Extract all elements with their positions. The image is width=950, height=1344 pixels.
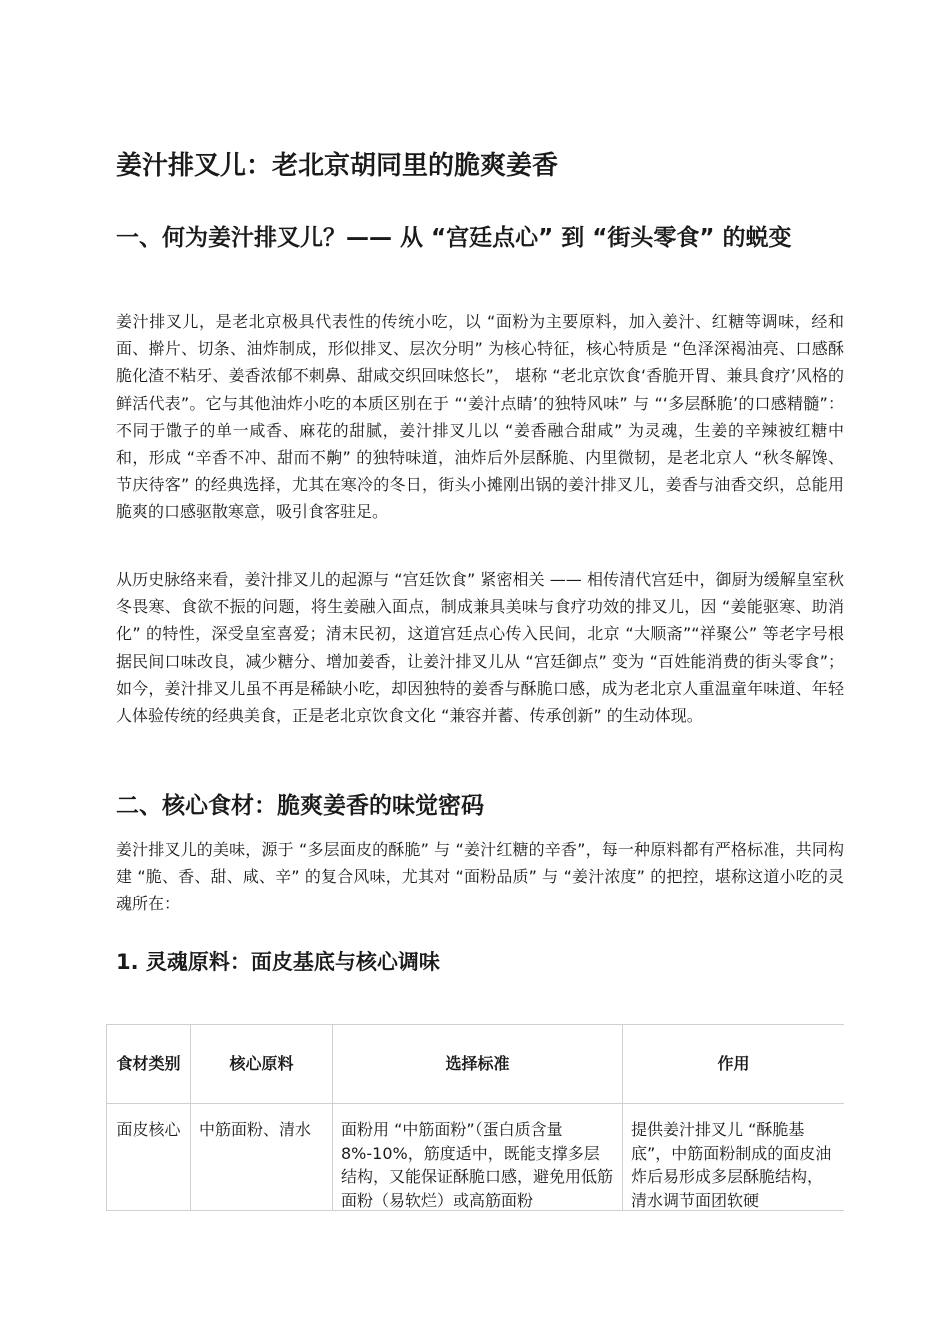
table-header-cell: 选择标准 [333, 1025, 623, 1104]
table-header-cell: 食材类别 [107, 1025, 191, 1104]
table-cell: 中筋面粉、清水 [191, 1104, 333, 1212]
ingredient-table-container [106, 1024, 844, 1211]
table-cell: 提供姜汁排叉儿 “酥脆基底”，中筋面粉制成的面皮油炸后易形成多层酥脆结构，清水调节面团软硬 [623, 1104, 845, 1212]
table-header-cell: 核心原料 [191, 1025, 333, 1104]
table-header-row [107, 1025, 845, 1104]
section-1-paragraph-1: 姜汁排叉儿，是老北京极具代表性的传统小吃，以 “面粉为主要原料，加入姜汁、红糖等调味，经和面、擀片、切条、油炸制成，形似排叉、层次分明” 为核心特征，核心特质是 “色泽深褐油亮、口感酥脆化渣不粘牙、姜香浓郁不刺鼻、甜咸交织回味悠长”， 堪称 “老北京饮食‘香脆开胃、兼具食疗’风格的鲜活代表”。它与其他油炸小吃的本质区别在于 “‘姜汁点睛’的独特风味” 与 “‘多层酥脆’的口感精髓”：不同于馓子的单一咸香、麻花的甜腻，姜汁排叉儿以 “姜香融合甜咸” 为灵魂，生姜的辛辣被红糖中和，形成 “辛香不冲、甜而不齁” 的独特味道，油炸后外层酥脆、内里微韧，是老北京人 “秋冬解馋、节庆待客” 的经典选择，尤其在寒冷的冬日，街头小摊刚出锅的姜汁排叉儿，姜香与油香交织，总能用脆爽的口感驱散寒意，吸引食客驻足。 [116, 312, 844, 522]
ingredient-table [106, 1024, 844, 1211]
table-header-cell: 作用 [623, 1025, 845, 1104]
table-cell: 面粉用 “中筋面粉”（蛋白质含量8%-10%，筋度适中，既能支撑多层结构，又能保证酥脆口感，避免用低筋面粉（易软烂）或高筋面粉 [333, 1104, 623, 1212]
document-title: 姜汁排叉儿：老北京胡同里的脆爽姜香 [116, 151, 559, 181]
table-row [107, 1104, 845, 1212]
section-1-paragraph-2: 从历史脉络来看，姜汁排叉儿的起源与 “宫廷饮食” 紧密相关 —— 相传清代宫廷中，御厨为缓解皇室秋冬畏寒、食欲不振的问题，将生姜融入面点，制成兼具美味与食疗功效的排叉儿，因 “姜能驱寒、助消化” 的特性，深受皇室喜爱；清末民初，这道宫廷点心传入民间，北京 “大顺斋”“祥聚公” 等老字号根据民间口味改良，减少糖分、增加姜香，让姜汁排叉儿从 “宫廷御点” 变为 “百姓能消费的街头零食”；如今，姜汁排叉儿虽不再是稀缺小吃，却因独特的姜香与酥脆口感，成为老北京人重温童年味道、年轻人体验传统的经典美食，正是老北京饮食文化 “兼容并蓄、传承创新” 的生动体现。 [116, 570, 844, 726]
section-2-paragraph: 姜汁排叉儿的美味，源于 “多层面皮的酥脆” 与 “姜汁红糖的辛香”，每一种原料都有严格标准，共同构建 “脆、香、甜、咸、辛” 的复合风味，尤其对 “面粉品质” 与 “姜汁浓度” 的把控，堪称这道小吃的灵魂所在： [116, 840, 844, 914]
table-cell: 面皮核心 [107, 1104, 191, 1212]
section-heading-2: 二、核心食材：脆爽姜香的味觉密码 [116, 793, 484, 819]
subsection-heading-1: 1. 灵魂原料：面皮基底与核心调味 [116, 950, 440, 974]
section-heading-1: 一、何为姜汁排叉儿？—— 从 “宫廷点心” 到 “街头零食” 的蜕变 [116, 225, 792, 251]
